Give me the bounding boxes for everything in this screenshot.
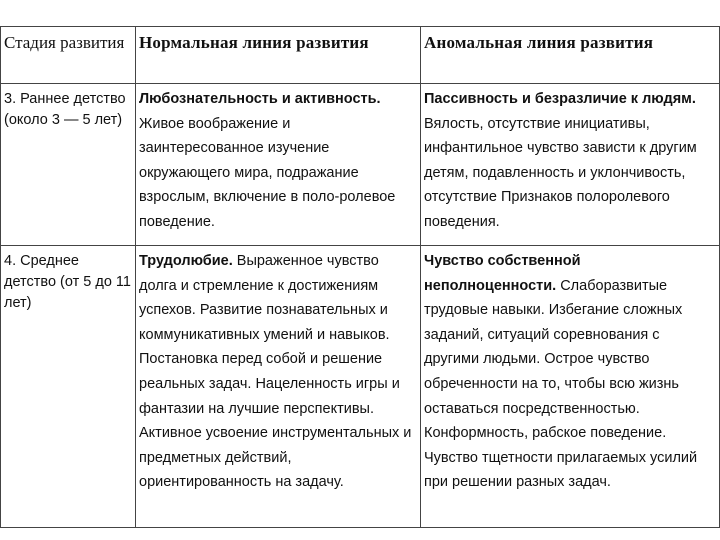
header-stage: Стадия развития <box>1 27 136 84</box>
abnormal-cell <box>421 246 720 528</box>
header-abnormal: Аномальная линия развития <box>421 27 720 84</box>
table-row <box>1 246 720 528</box>
abnormal-bold-text: Пассивность и безразличие к людям. <box>424 91 696 107</box>
normal-bold-text: Любознательность и активность. <box>139 91 381 107</box>
normal-cell <box>136 84 421 246</box>
stage-cell: 3. Раннее детство (около 3 — 5 лет) <box>1 84 136 246</box>
stage-cell: 4. Среднее детство (от 5 до 11 лет) <box>1 246 136 528</box>
normal-text: Выраженное чувство долга и стремление к достижениям успехов. Развитие познавательных и коммуникативных умений и навыков. Постановка перед собой и решение реальных задач. Нацеленность игры и фантазии на лучшие перспективы. Активное усвоение инструментальных и предметных действий, ориентированность на задачу. <box>139 253 412 491</box>
normal-bold-text: Трудолюбие. <box>139 253 233 269</box>
abnormal-text: Слаборазвитые трудовые навыки. Избегание сложных заданий, ситуаций соревнования с другими людьми. Острое чувство обреченности на то, чтобы всю жизнь оставаться посредственностью. Конформность, рабское поведение. Чувство тщетности прилагаемых усилий при решении разных задач. <box>424 277 698 491</box>
header-normal: Нормальная линия развития <box>136 27 421 84</box>
normal-cell <box>136 246 421 528</box>
header-row <box>1 27 720 84</box>
normal-text: Живое воображение и заинтересованное изучение окружающего мира, подражание взрослым, включение в поло-ролевое поведение. <box>139 115 396 230</box>
table-row <box>1 84 720 246</box>
abnormal-bold-text: Чувство собственной неполноценности. <box>424 253 581 294</box>
development-table <box>0 26 720 528</box>
abnormal-cell <box>421 84 720 246</box>
abnormal-text: Вялость, отсутствие инициативы, инфантильное чувство зависти к другим детям, подавленность и уклончивость, отсутствие Признаков полоролевого поведения. <box>424 115 697 230</box>
